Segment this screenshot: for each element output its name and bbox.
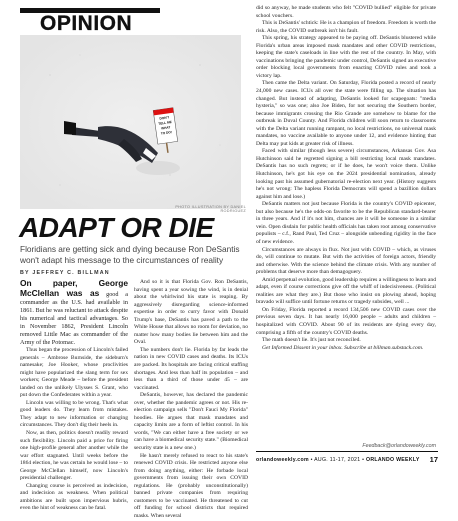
paragraph: did so anyway, he made students who felt "COVID bullied" eligible for private school vouchers. [256,5,436,19]
paragraph: And so it is that Florida Gov. Ron DeSantis, having spent a year sowing the wind, is in denial about the whirlwind his state is reaping. By aggressively disregarding science-informed expertise in order to curry favor with Donald Trump's base, DeSantis has paved a path to the White House that allows no room for deviation, no matter how many bodies lie between him and the Oval. [134,279,248,346]
paragraph: He hasn't merely refused to react to his state's renewed COVID crisis. He restricted anyone else from doing anything, either: He forbade local governments from issuing their own COVID regulations. He (probably unconstitutionally) banned private companies from requiring customers to be vaccinated. He threatened to cut off funding for school districts that required masks. When several [134,452,248,519]
paragraph: Lincoln was willing to be wrong. That's what good leaders do. They learn from mistakes. They adapt to new information or changing circumstances. They don't dig their heels in. [20,399,128,429]
paragraph: The math doesn't lie. It's just not reconciled. [262,337,361,344]
paragraph: The numbers don't lie. Florida by far leads the nation in new COVID cases and deaths. Its ICUs are packed. Its hospitals are facing critical staffing shortages. And less than half its population – and less than a third of those under 45 – are vaccinated. [134,346,248,391]
feedback-email-link[interactable]: Feedback@orlandoweekly.com [362,443,436,449]
paragraph: Then came the Delta variant. On Saturday, Florida posted a record of nearly 24,000 new cases. ICUs all over the state were filling up. The situation has changed. But instead of adapting, DeSantis looked for scapegoats: "media hysteria," so was one; also Joe Biden, for not securing the Southern border, because immigrants crossing the Rio Grande are somehow to blame for the outbreak in Duval County. And Florida children will soon return to classrooms with the Delta variant running rampant, no local restrictions, no universal mask mandates, no vaccine available to anyone under 12, and evidence hinting that Delta may put kids at greater risk of illness. [256,80,436,147]
article-column-1 [20,279,128,513]
footer-date: • AUG. 11-17, 2021 • [308,457,366,463]
paragraph: DeSantis, however, has declared the pandemic over, whether the pandemic agrees or not. His re-election campaign sells "Don't Fauci My Florida" hoodies. He argues that mask mandates and capacity limits are a form of leftist control. In his words, "We can either have a free society or we can have a biomedical security state." (Biomedical security state is a new one.) [134,392,248,452]
lead-paragraph [20,279,128,347]
paragraph: DeSantis matters not just because Florida is the country's COVID epicenter, but also because he's the odds-on favorite to be the Republican standard-bearer in three years. And if it's not him, chances are it will be someone in a similar vein. Open disdain for public health officials has taken root among conservative populists – c.f., Rand Paul, Ted Cruz – alongside unbending rigidity in the face of new evidence. [256,201,436,245]
article-byline: BY JEFFREY C. BILLMAN [20,270,110,276]
section-header [20,8,160,34]
sign-line-2: TELL ME [158,120,173,126]
head-in-sand-illustration [20,35,241,209]
sign-line-3: WHAT [160,125,171,131]
newsletter-tagline: Get Informed Dissent in your inbox. Subscribe at billman.substack.com. [262,344,424,351]
paragraph: This is DeSantis' schtick: He is a champion of freedom. Freedom is worth the risk. Also, the COVID outbreak isn't his fault. [256,20,436,34]
article-column-3 [256,5,436,352]
footer-site-link[interactable]: orlandoweekly.com [256,457,309,463]
paragraph: Thus began the procession of Lincoln's failed generals – Ambrose Burnside, the sideburn's namesake; Joe Hooker, whose proclivities might have popularized the slang term for sex workers; George Meade – before the president landed on the unlikely Ulysses S. Grant, who put down the Confederates within a year. [20,347,128,399]
footer-text [256,457,438,463]
footer-paper-name: ORLANDO WEEKLY [366,457,420,463]
paragraph: Now, as then, politics doesn't readily reward such flexibility. Lincoln paid a price for firing one high-profile general after another while the war effort stagnated. Until weeks before the 1864 election, he was certain he would lose – to George McClellan himself, now Lincoln's presidential challenger. [20,430,128,482]
article-headline: ADAPT OR DIE [19,212,214,243]
section-label: OPINION [40,12,133,35]
lead-in: On paper, George McClellan was as [20,278,128,298]
paragraph: Faced with similar (though less severe) circumstances, Arkansas Gov. Asa Hutchinson said he regretted signing a bill restricting local mask mandates. DeSantis has no such regrets; or if he does, he won't voice them. Unlike Hutchinson, he's got his eye on the 2024 presidential nomination, already looking past his assumed gubernatorial re-election next year. (History suggests he's not wrong: The hapless Florida Democrats will spend a bazillion dollars against him and lose.) [256,148,436,200]
paragraph: Circumstances are always in flux. Not just with COVID – which, as viruses do, will continue to mutate. But with the activities of foreign actors, friendly and otherwise. With the science behind the climate crisis. With any number of problems that deserve more than demagoguery. [256,246,436,276]
sign-line-1: DON'T [159,115,170,121]
article-deck: Floridians are getting sick and dying because Ron DeSantis won't adapt his message to the circumstances of reality [20,244,240,265]
paragraph: Changing course is perceived as indecision, and indecision as weakness. When political ambitions are built upon impervious hubris, even the hint of weakness can be fatal. [20,482,128,512]
lead-text: good a commander as the U.S. had available in 1861. But he was reluctant to attack despite his numerical and tactical advantages. So in November 1862, President Lincoln removed Little Mac as commander of the Army of the Potomac. [20,291,128,346]
sign-line-4: TO DO! [160,130,173,136]
paragraph: On Friday, Florida reported a record 134,506 new COVID cases over the previous seven days. It has nearly 16,000 people – adults and children – hospitalized with COVID. About 90 of its residents are dying every day, comprising a fifth of the country's COVID deaths. [256,306,436,336]
photo-illustration [20,35,241,209]
photo-credit: PHOTO ILLUSTRATION BY DANIEL RODRIGUEZ [175,205,246,213]
article-column-2 [134,279,248,521]
page-footer [256,451,438,464]
page-number: 17 [429,455,438,464]
paragraph: Amid perpetual evolution, good leadership requires a willingness to learn and adapt, even if course corrections give off the whiff of indecisiveness. (Political realities are what they are.) But those who insist on plowing ahead, hoping bravado will suffice until fortune returns or tragedy subsides, well ... [256,276,436,306]
paragraph: This spring, his strategy appeared to be paying off. DeSantis blustered while Florida's urban areas imposed mask mandates and other COVID restrictions, keeping the state's caseloads in line with the rest of the country. In May, with vaccinations bringing the pandemic under control, DeSantis signed an executive order blocking local governments from enacting COVID rules and took a victory lap. [256,35,436,79]
